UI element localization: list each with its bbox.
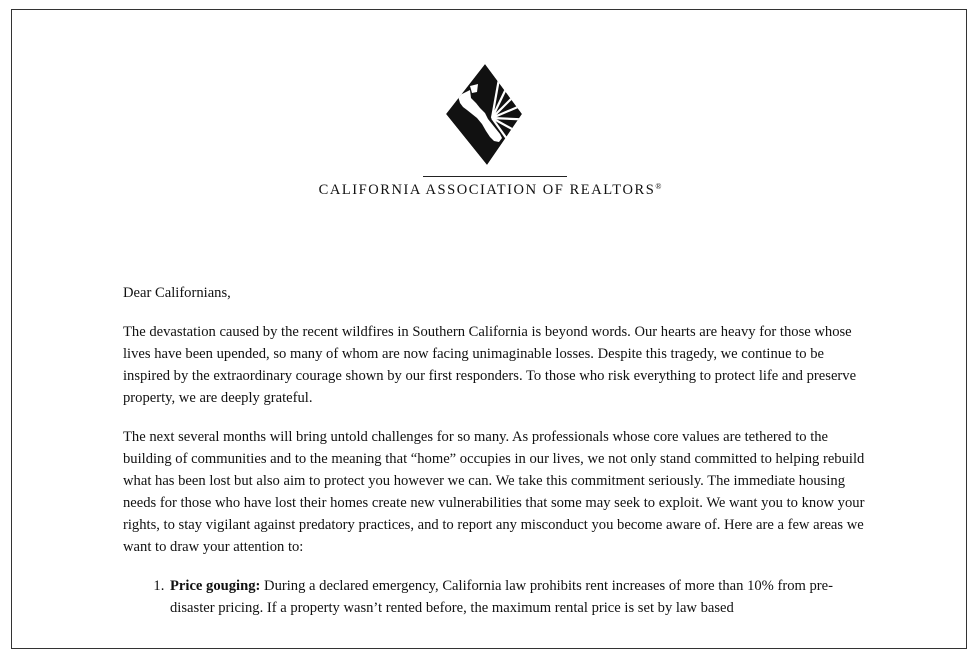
paragraph-1: The devastation caused by the recent wildfires in Southern California is beyond words. Our hearts are heavy for those whose lives have been upended, so many of whom are now facing unimaginable losses. Despite this tragedy, we continue to be inspired by the extraordinary courage shown by our first responders. To those who risk everything to protect life and preserve property, we are deeply grateful. bbox=[123, 324, 857, 406]
organization-name: CALIFORNIA ASSOCIATION OF REALTORS® bbox=[318, 182, 662, 198]
list-item bbox=[168, 575, 873, 619]
letter-page bbox=[11, 9, 967, 649]
list-item-title: Price gouging: bbox=[170, 578, 261, 594]
letterhead-rule bbox=[423, 176, 567, 177]
paragraph-2: The next several months will bring untold challenges for so many. As professionals whose core values are tethered to the building of communities and to the meaning that “home” occupies in our lives, we not only stand committed to helping rebuild what has been lost but also aim to protect you however we can. We take this commitment seriously. The immediate housing needs for those who have lost their homes create new vulnerabilities that some may seek to exploit. We want you to know your rights, to stay vigilant against predatory practices, and to report any misconduct you become aware of. Here are a few areas we want to draw your attention to: bbox=[123, 429, 865, 555]
concern-list bbox=[123, 575, 873, 619]
registered-trademark-mark: ® bbox=[655, 182, 662, 191]
letter-body bbox=[123, 282, 873, 619]
salutation: Dear Californians, bbox=[123, 285, 231, 301]
california-diamond-logo-icon bbox=[442, 62, 532, 168]
letterhead bbox=[12, 62, 968, 212]
list-item-text: During a declared emergency, California law prohibits rent increases of more than 10% from pre-disaster pricing. If a property wasn’t rented before, the maximum rental price is set by law based bbox=[170, 578, 833, 616]
